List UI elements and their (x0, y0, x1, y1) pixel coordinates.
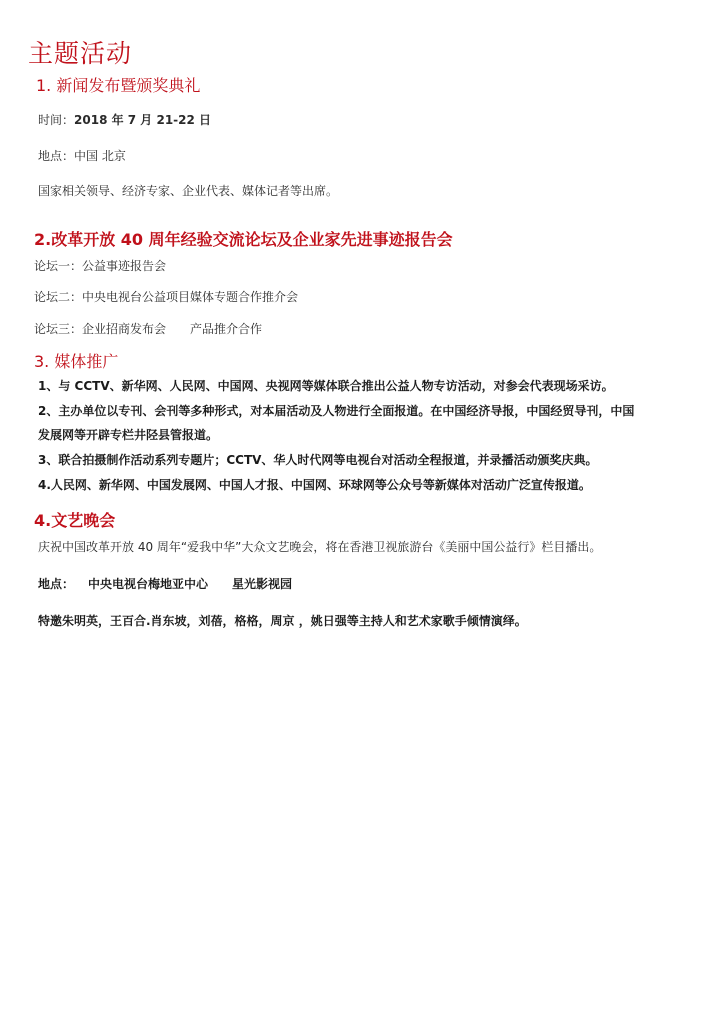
media-item: 1、与 CCTV、新华网、人民网、中国网、央视网等媒体联合推出公益人物专访活动，对参会代表现场采访。 (38, 379, 614, 393)
media-item: 4.人民网、新华网、中国发展网、中国人才报、中国网、环球网等公众号等新媒体对活动广泛宣传报道。 (38, 478, 591, 492)
gala-place (38, 575, 292, 592)
section3-title: 3. 媒体推广 (34, 352, 119, 371)
gala-guests: 特邀朱明英，王百合.肖东坡，刘蓓，格格，周京 ，姚日强等主持人和艺术家歌手倾情演绎。 (38, 614, 527, 628)
gala-place-value: 中央电视台梅地亚中心 (88, 577, 209, 591)
gala-place-value2: 星光影视园 (232, 577, 293, 591)
forum-item: 论坛一：公益事迹报告会 (34, 259, 167, 273)
page-title: 主题活动 (28, 39, 133, 68)
place-value: 中国 北京 (74, 149, 126, 163)
media-item: 3、联合拍摄制作活动系列专题片；CCTV、华人时代网等电视台对活动全程报道，并录播活动颁奖庆典。 (38, 453, 598, 467)
forum-item: 论坛二：中央电视台公益项目媒体专题合作推介会 (34, 290, 299, 304)
section1-place (38, 147, 126, 164)
time-value: 2018 年 7 月 21-22 日 (74, 113, 212, 127)
place-label: 地点： (38, 149, 75, 163)
section1-attendees: 国家相关领导、经济专家、企业代表、媒体记者等出席。 (38, 184, 339, 198)
section2-title: 2.改革开放 40 周年经验交流论坛及企业家先进事迹报告会 (34, 230, 453, 249)
forum-item (34, 320, 262, 337)
forum3-label: 论坛三：企业招商发布会 (34, 322, 167, 336)
section1-time (38, 111, 211, 128)
gala-place-label: 地点： (38, 577, 75, 591)
time-label: 时间： (38, 113, 75, 127)
media-item: 2、主办单位以专刊、会刊等多种形式，对本届活动及人物进行全面报道。在中国经济导报，中国经贸导刊，中国 (38, 404, 635, 418)
section1-title: 1. 新闻发布暨颁奖典礼 (36, 76, 201, 95)
section4-title: 4.文艺晚会 (34, 511, 116, 530)
forum3-extra: 产品推介合作 (190, 322, 263, 336)
gala-description: 庆祝中国改革开放 40 周年“爱我中华”大众文艺晚会，将在香港卫视旅游台《美丽中国公益行》栏目播出。 (38, 540, 602, 554)
media-item-continued: 发展网等开辟专栏井陉县管报道。 (38, 428, 219, 442)
